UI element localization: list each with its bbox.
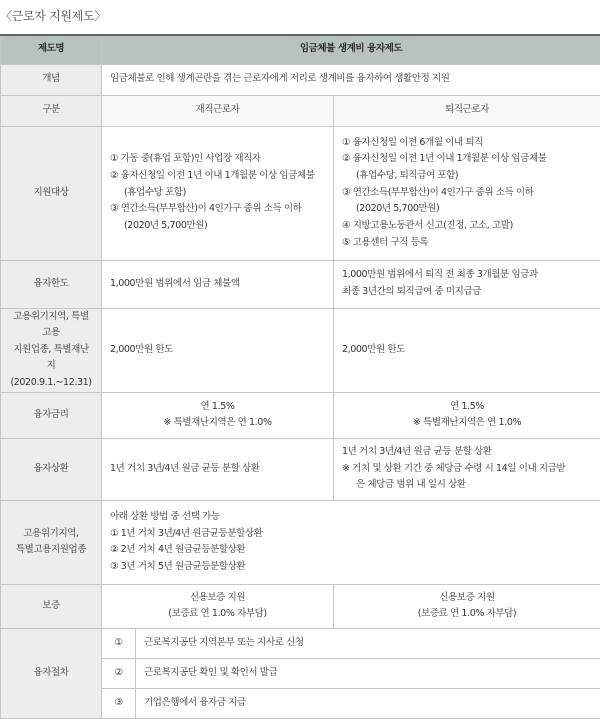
- division-row: [1, 95, 600, 126]
- target-retired: [334, 126, 600, 260]
- target-retired-line: ⑤ 고용센터 구직 등록: [342, 235, 592, 252]
- interest-retired-line: ※ 특별재난지역은 연 1.0%: [342, 415, 592, 432]
- guarantee-employed-line: (보증료 연 1.0% 자부담): [110, 606, 325, 623]
- crisis-repayment-label-line: 고용위기지역,: [9, 526, 93, 543]
- special-region-retired: 2,000만원 한도: [334, 308, 600, 392]
- guarantee-retired-line: (보증료 연 1.0% 자부담): [342, 606, 592, 623]
- header-col-program: 제도명: [1, 35, 102, 64]
- repayment-label: 융자상환: [1, 438, 102, 500]
- target-employed-line: ③ 연간소득(부부합산)이 4인가구 중위 소득 이하: [110, 201, 325, 218]
- interest-retired-line: 연 1.5%: [342, 399, 592, 416]
- crisis-repayment-line: ① 1년 거치 3년/4년 원금균등분할상환: [110, 526, 592, 543]
- interest-employed-line: ※ 특별재난지역은 연 1.0%: [110, 415, 325, 432]
- repayment-retired: [334, 438, 600, 500]
- procedure-step-number: ②: [102, 658, 136, 688]
- crisis-repayment-line: 아래 상환 방법 중 선택 가능: [110, 509, 592, 526]
- target-retired-line: ② 융자신청일 이전 1년 이내 1개월분 이상 임금체불: [342, 151, 592, 168]
- overview-row: [1, 64, 600, 95]
- target-employed-line: ② 융자신청일 이전 1년 이내 1개월분 이상 임금체불: [110, 168, 325, 185]
- target-employed-line: ① 가동 중(휴업 포함)인 사업장 재직자: [110, 151, 325, 168]
- overview-label: 개념: [1, 64, 102, 95]
- crisis-repayment-line: ③ 3년 거치 5년 원금균등분할상환: [110, 559, 592, 576]
- procedure-label: 융자절차: [1, 628, 102, 718]
- interest-employed-line: 연 1.5%: [110, 399, 325, 416]
- special-region-label: [1, 308, 102, 392]
- division-retired: 퇴직근로자: [334, 95, 600, 126]
- target-retired-line: ④ 지방고용노동관서 신고(진정, 고소, 고발): [342, 218, 592, 235]
- procedure-step-text: 기업은행에서 융자금 지급: [136, 688, 600, 718]
- target-employed-line: (휴업수당 포함): [110, 185, 325, 202]
- target-row: [1, 126, 600, 260]
- interest-retired: [334, 392, 600, 438]
- special-region-label-line: (2020.9.1.~12.31): [9, 375, 93, 392]
- header-row: [1, 35, 600, 64]
- guarantee-employed-line: 신용보증 지원: [110, 590, 325, 607]
- crisis-repayment-label-line: 특별고용지원업종: [9, 542, 93, 559]
- special-region-label-line: 고용위기지역, 특별고용: [9, 309, 93, 342]
- interest-employed: [102, 392, 334, 438]
- procedure-step-text: 근로복지공단 지역본부 또는 지사로 신청: [136, 628, 600, 658]
- limit-row: [1, 260, 600, 308]
- repayment-row: [1, 438, 600, 500]
- limit-label: 융자한도: [1, 260, 102, 308]
- repayment-employed: 1년 거치 3년/4년 원금 균등 분할 상환: [102, 438, 334, 500]
- target-retired-line: (2020년 5,700만원): [342, 201, 592, 218]
- procedure-row: [1, 628, 600, 658]
- crisis-repayment-label: [1, 500, 102, 584]
- target-label: 지원대상: [1, 126, 102, 260]
- interest-label: 융자금리: [1, 392, 102, 438]
- limit-employed: 1,000만원 범위에서 임금 체불액: [102, 260, 334, 308]
- repayment-retired-line: 은 체당금 범위 내 일시 상환: [342, 477, 592, 494]
- target-employed: [102, 126, 334, 260]
- overview-text: 임금체불로 인해 생계곤란을 겪는 근로자에게 저리로 생계비를 융자하여 생활안정 지원: [102, 64, 600, 95]
- guarantee-row: [1, 584, 600, 628]
- division-label: 구분: [1, 95, 102, 126]
- guarantee-retired-line: 신용보증 지원: [342, 590, 592, 607]
- target-employed-line: (2020년 5,700만원): [110, 218, 325, 235]
- target-retired-line: (휴업수당, 퇴직급여 포함): [342, 168, 592, 185]
- special-region-row: [1, 308, 600, 392]
- procedure-step-number: ①: [102, 628, 136, 658]
- target-retired-line: ③ 연간소득(부부합산)이 4인가구 중위 소득 이하: [342, 185, 592, 202]
- crisis-repayment-row: [1, 500, 600, 584]
- procedure-step-text: 근로복지공단 확인 및 확인서 발급: [136, 658, 600, 688]
- guarantee-label: 보증: [1, 584, 102, 628]
- guarantee-retired: [334, 584, 600, 628]
- loan-support-table: [0, 34, 600, 719]
- repayment-retired-line: 1년 거치 3년/4년 원금 균등 분할 상환: [342, 444, 592, 461]
- limit-retired-line: 최종 3년간의 퇴직급여 중 미지급금: [342, 284, 592, 301]
- division-employed: 재직근로자: [102, 95, 334, 126]
- special-region-employed: 2,000만원 한도: [102, 308, 334, 392]
- crisis-repayment-options: [102, 500, 600, 584]
- interest-row: [1, 392, 600, 438]
- repayment-retired-line: ※ 거치 및 상환 기간 중 체당금 수령 시 14일 이내 지급받: [342, 461, 592, 478]
- guarantee-employed: [102, 584, 334, 628]
- crisis-repayment-line: ② 2년 거치 4년 원금균등분할상환: [110, 542, 592, 559]
- limit-retired: [334, 260, 600, 308]
- target-retired-line: ① 융자신청일 이전 6개월 이내 퇴직: [342, 135, 592, 152]
- procedure-step-number: ③: [102, 688, 136, 718]
- limit-retired-line: 1,000만원 범위에서 퇴직 전 최종 3개월분 임금과: [342, 267, 592, 284]
- header-program-name: 임금체불 생계비 융자제도: [102, 35, 600, 64]
- table-caption: 〈근로자 지원제도〉: [0, 7, 106, 24]
- special-region-label-line: 지원업종, 특별재난지: [9, 342, 93, 375]
